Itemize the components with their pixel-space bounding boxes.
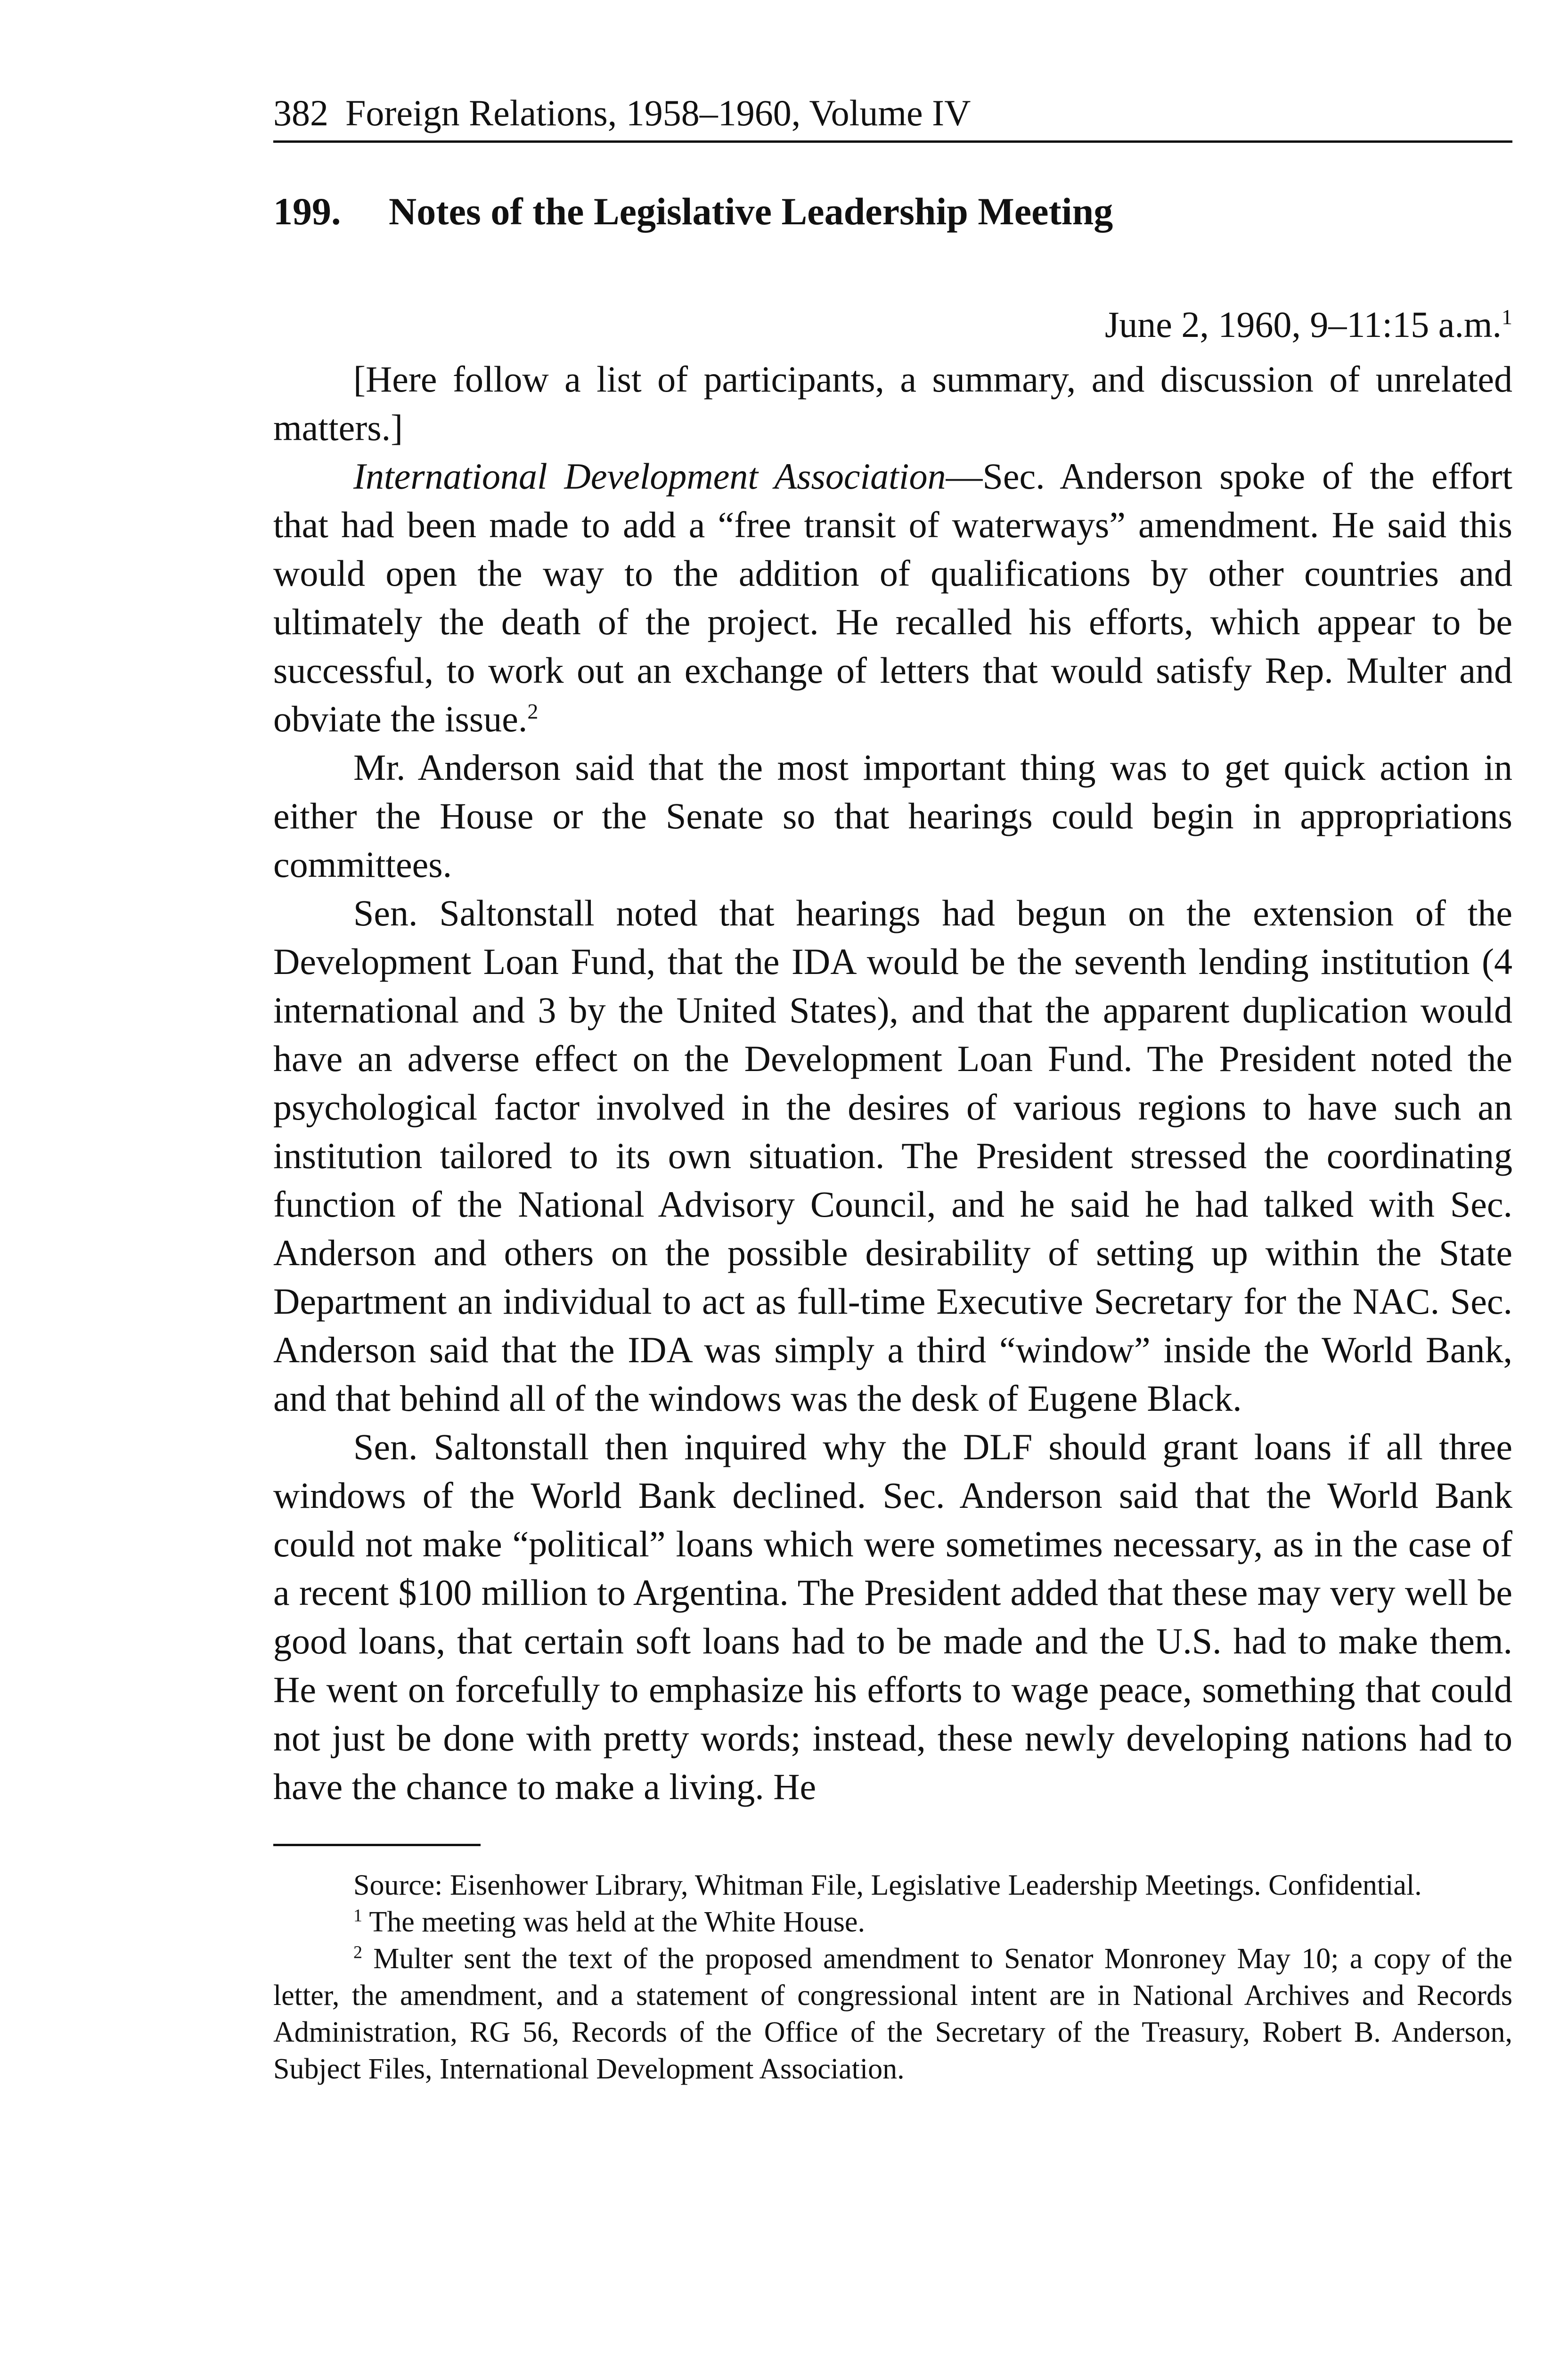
- body-text: [273, 355, 1512, 1811]
- footnotes: [273, 1867, 1512, 2087]
- footnote-2-marker: 2: [353, 1942, 362, 1963]
- document-page: [273, 90, 1512, 2087]
- footnote-ref-1: 1: [1502, 305, 1512, 329]
- footnote-1-text: The meeting was held at the White House.: [369, 1906, 865, 1938]
- footnote-ref-2: 2: [527, 699, 539, 723]
- document-heading: [273, 188, 1512, 235]
- paragraph-1: [273, 452, 1512, 743]
- document-number: 199.: [273, 190, 341, 233]
- dateline-text: June 2, 1960, 9–11:15 a.m.: [1104, 304, 1502, 345]
- footnote-1-marker: 1: [353, 1906, 362, 1926]
- paragraph-4: Sen. Saltonstall then inquired why the DLF should grant loans if all three windows of the World Bank declined. Sec. Anderson said that the World Bank could not make “political” loans which were sometimes necessary, as in the case of a recent $100 million to Argentina. The President added that these may very well be good loans, that certain soft loans had to be made and the U.S. had to make them. He went on forcefully to emphasize his efforts to wage peace, something that could not just be done with pretty words; instead, these newly developing nations had to have the chance to make a living. He: [273, 1426, 1512, 1807]
- dateline: [273, 301, 1512, 348]
- running-header: [273, 90, 1512, 143]
- paragraph-2: Mr. Anderson said that the most important thing was to get quick action in either the House or the Senate so that hearings could begin in appropriations committees.: [273, 747, 1512, 885]
- footnote-1: [273, 1904, 1512, 1940]
- footnote-2: [273, 1940, 1512, 2087]
- source-note: Source: Eisenhower Library, Whitman File, Legislative Leadership Meetings. Confidential.: [353, 1869, 1422, 1901]
- document-title: Notes of the Legislative Leadership Meeting: [389, 190, 1113, 233]
- editorial-note: [Here follow a list of participants, a summary, and discussion of unrelated matters.]: [273, 359, 1512, 448]
- topic-heading: International Development Association: [353, 456, 946, 497]
- paragraph-1-text: —Sec. Anderson spoke of the effort that had been made to add a “free transit of waterways” amendment. He said this would open the way to the addition of qualifications by other countries and ultimately the death of the project. He recalled his efforts, which appear to be successful, to work out an exchange of letters that would satisfy Rep. Multer and obviate the issue.: [273, 456, 1512, 739]
- footnote-divider: [273, 1844, 481, 1846]
- publication-title: Foreign Relations, 1958–1960, Volume IV: [345, 92, 971, 133]
- footnote-2-text: Multer sent the text of the proposed amendment to Senator Monroney May 10; a copy of the letter, the amendment, and a statement of congressional intent are in National Archives and Records Administration, RG 56, Records of the Office of the Secretary of the Treasury, Robert B. Anderson, Subject Files, International Development Association.: [273, 1943, 1513, 2085]
- page-number: 382: [273, 92, 328, 133]
- paragraph-3: Sen. Saltonstall noted that hearings had begun on the extension of the Development Loan Fund, that the IDA would be the seventh lending institution (4 international and 3 by the United States), and that the apparent duplication would have an adverse effect on the Development Loan Fund. The President noted the psychological factor involved in the desires of various regions to have such an institution tailored to its own situation. The President stressed the coordinating function of the National Advisory Council, and he said he had talked with Sec. Anderson and others on the possible desirability of setting up within the State Department an individual to act as full-time Executive Secretary for the NAC. Sec. Anderson said that the IDA was simply a third “window” inside the World Bank, and that behind all of the windows was the desk of Eugene Black.: [273, 892, 1512, 1419]
